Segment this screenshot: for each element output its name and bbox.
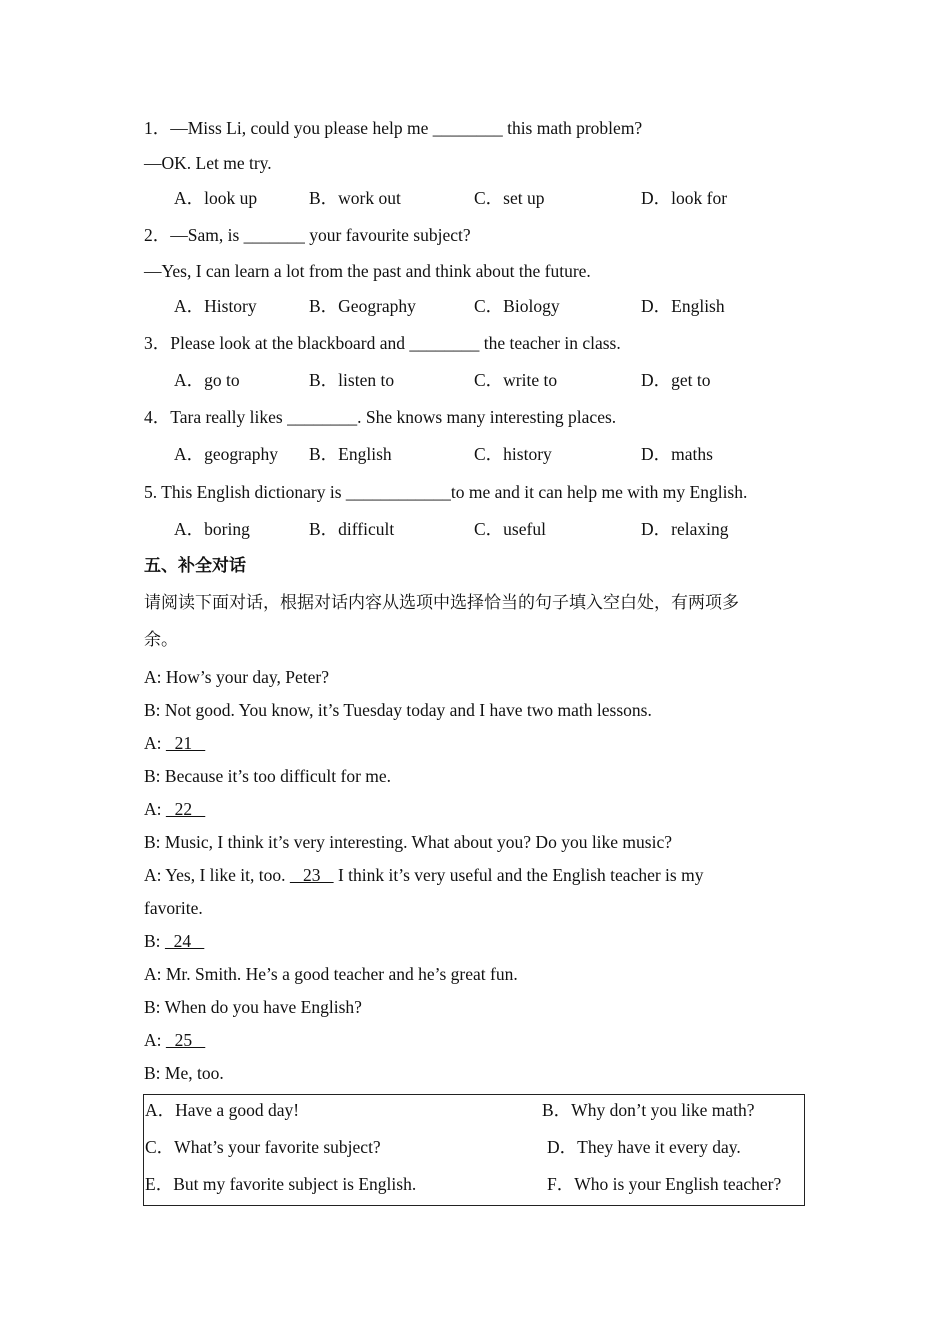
question-5-option-a: A．boring	[174, 519, 250, 539]
question-4-option-a: A．geography	[174, 444, 279, 464]
question-1-option-d: D．look for	[641, 188, 728, 208]
question-2-reply: —Yes, I can learn a lot from the past and think about the future.	[144, 261, 591, 281]
answer-options-box	[143, 1094, 805, 1206]
dialogue-line-4: B: Because it’s too difficult for me.	[144, 766, 392, 786]
speaker-label: A:	[144, 733, 162, 753]
question-4-option-d: D．maths	[641, 444, 713, 464]
question-2-option-c: C．Biology	[474, 296, 560, 316]
speaker-label: A:	[144, 799, 162, 819]
answer-option-c: C．What’s your favorite subject?	[145, 1137, 381, 1157]
section-instruction-line-2: 余。	[144, 630, 178, 650]
answer-option-d: D．They have it every day.	[547, 1137, 741, 1157]
dialogue-line-5	[144, 799, 205, 819]
question-3-option-b: B．listen to	[309, 370, 395, 390]
answer-blank-21: 21	[165, 733, 206, 753]
question-1-stem: 1．—Miss Li, could you please help me ________ this math problem?	[144, 118, 643, 138]
question-2-stem: 2．—Sam, is _______ your favourite subject?	[144, 225, 471, 245]
question-3-stem: 3．Please look at the blackboard and ________ the teacher in class.	[144, 333, 621, 353]
question-1-option-b: B．work out	[309, 188, 401, 208]
question-3-option-d: D．get to	[641, 370, 711, 390]
dialogue-line-12	[144, 1030, 205, 1050]
question-5-option-c: C．useful	[474, 519, 546, 539]
question-5-stem: 5. This English dictionary is ____________to me and it can help me with my English.	[144, 482, 748, 502]
answer-blank-23: 23	[289, 865, 334, 885]
question-3-option-a: A．go to	[174, 370, 240, 390]
question-4-option-c: C．history	[474, 444, 552, 464]
dialogue-line-3	[144, 733, 205, 753]
answer-option-f: F．Who is your English teacher?	[547, 1174, 782, 1194]
question-4-option-b: B．English	[309, 444, 392, 464]
dialogue-line-11: B: When do you have English?	[144, 997, 362, 1017]
question-1-option-a: A．look up	[174, 188, 258, 208]
question-2-option-b: B．Geography	[309, 296, 416, 316]
question-2-option-d: D．English	[641, 296, 725, 316]
question-3-option-c: C．write to	[474, 370, 558, 390]
speaker-label: B:	[144, 931, 161, 951]
question-4-stem: 4．Tara really likes ________. She knows many interesting places.	[144, 407, 617, 427]
dialogue-line-1: A: How’s your day, Peter?	[144, 667, 330, 687]
dialogue-line-9	[144, 931, 204, 951]
dialogue-line-2: B: Not good. You know, it’s Tuesday today and I have two math lessons.	[144, 700, 652, 720]
question-1-option-c: C．set up	[474, 188, 545, 208]
dialogue-line-10: A: Mr. Smith. He’s a good teacher and he’s great fun.	[144, 964, 518, 984]
answer-option-e: E．But my favorite subject is English.	[145, 1174, 417, 1194]
dialogue-line-6: B: Music, I think it’s very interesting. What about you? Do you like music?	[144, 832, 672, 852]
section-title: 五、补全对话	[144, 556, 246, 576]
dialogue-line-7-end: I think it’s very useful and the English teacher is my	[337, 865, 704, 885]
section-instruction-line-1: 请阅读下面对话，根据对话内容从选项中选择恰当的句子填入空白处，有两项多	[144, 593, 739, 613]
answer-blank-25: 25	[165, 1030, 206, 1050]
question-5-option-d: D．relaxing	[641, 519, 729, 539]
dialogue-line-7	[144, 865, 703, 885]
dialogue-line-8: favorite.	[144, 898, 203, 918]
answer-option-b: B．Why don’t you like math?	[542, 1100, 755, 1120]
speaker-label: A:	[144, 1030, 162, 1050]
answer-blank-24: 24	[164, 931, 205, 951]
question-2-option-a: A．History	[174, 296, 257, 316]
answer-blank-22: 22	[165, 799, 206, 819]
question-5-option-b: B．difficult	[309, 519, 395, 539]
dialogue-line-13: B: Me, too.	[144, 1063, 224, 1083]
dialogue-line-7-start: A: Yes, I like it, too.	[144, 865, 286, 885]
question-1-reply: —OK. Let me try.	[144, 153, 272, 173]
answer-option-a: A．Have a good day!	[145, 1100, 300, 1120]
